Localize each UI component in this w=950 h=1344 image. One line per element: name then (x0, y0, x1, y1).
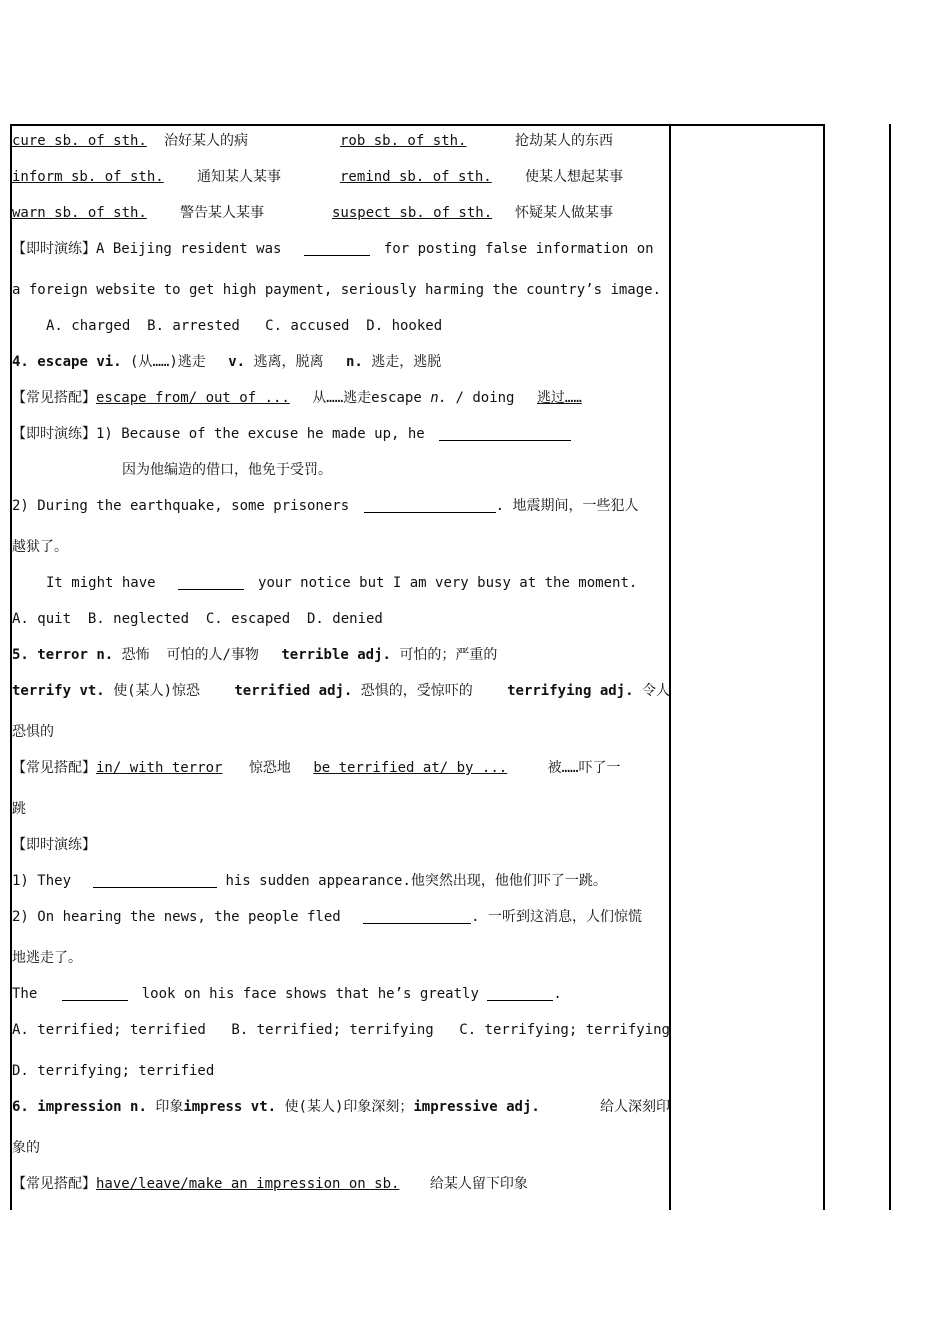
pos: vi. (96, 354, 122, 370)
item-5-q2-cont (12, 945, 670, 971)
item-number: 5. (12, 647, 29, 663)
item-6-heading (12, 1094, 670, 1120)
collocation-zh: 被……吓了一 (547, 760, 621, 776)
headword: terrify (12, 683, 72, 699)
question-text: look on his face shows that he’s greatly (141, 986, 479, 1002)
collocation: escape (371, 390, 422, 406)
phrase-row (12, 200, 670, 226)
question-zh: . 地震期间，一些犯人 (495, 498, 639, 514)
practice-tag: 【即时演练】 (12, 837, 96, 853)
item-5-practice-tag (12, 832, 670, 858)
item-5-collocation (12, 755, 670, 781)
item-5-q1 (12, 868, 670, 894)
practice-tag: 【即时演练】 (12, 241, 96, 257)
pos: n. (345, 354, 363, 370)
collocation-zh: 惊恐地 (248, 760, 291, 776)
practice-question (12, 236, 670, 262)
question-text: a foreign website to get high payment, seriously harming the country’s image. (12, 282, 662, 298)
question-text: your notice but I am very busy at the moment. (258, 575, 638, 591)
phrase-zh: 怀疑某人做某事 (515, 205, 613, 221)
table-top-border (10, 124, 825, 126)
practice-tag: 【即时演练】 (12, 426, 96, 442)
headword: terror (37, 647, 88, 663)
definition: (从……)逃走 (130, 354, 206, 370)
question-zh: 他突然出现，他他们吓了一跳。 (410, 873, 607, 889)
item-5-forms-cont (12, 719, 670, 745)
definition: 给人深刻印 (600, 1099, 670, 1115)
option-a: A. terrified; terrified (12, 1022, 206, 1038)
answer-blank[interactable] (93, 871, 217, 888)
table-right-border (823, 124, 825, 1210)
option-c: C. terrifying; terrifying (459, 1022, 670, 1038)
pos: v. (228, 354, 246, 370)
phrase-zh: 治好某人的病 (164, 133, 248, 149)
answer-blank[interactable] (364, 496, 496, 513)
collocation-tag: 【常见搭配】 (12, 760, 96, 776)
phrase-en: cure sb. of sth. (12, 133, 147, 149)
outer-right-border (889, 124, 891, 1210)
question-text: for posting false information on (383, 241, 654, 257)
phrase-zh: 警告某人某事 (180, 205, 264, 221)
practice-question-cont (12, 277, 670, 303)
collocation: in/ with terror (96, 760, 223, 776)
item-5-q3 (12, 981, 670, 1007)
item-4-q3 (12, 570, 670, 596)
option-b: B. terrified; terrifying (231, 1022, 434, 1038)
collocation-zh: 跳 (12, 801, 26, 817)
pos: vt. (79, 683, 105, 699)
options-text: A. charged B. arrested C. accused D. hooked (46, 318, 443, 334)
headword: impress (183, 1099, 243, 1115)
pos: vt. (250, 1099, 277, 1115)
phrase-zh: 通知某人某事 (197, 169, 281, 185)
item-4-heading (12, 349, 670, 375)
definition: 逃走，逃脱 (371, 354, 442, 370)
phrase-en: inform sb. of sth. (12, 169, 164, 185)
item-6-collocation (12, 1171, 670, 1197)
item-4-collocation (12, 385, 670, 411)
pos: adj. (506, 1099, 540, 1115)
definition: 可怕的；严重的 (399, 647, 498, 663)
pos: adj. (357, 647, 391, 663)
collocation: have/leave/make an impression on sb. (96, 1176, 400, 1192)
definition: 印象 (155, 1099, 184, 1115)
headword: terrible (281, 647, 349, 663)
option-d: D. terrifying; terrified (12, 1063, 215, 1079)
definition: 恐怖 可怕的人/事物 (121, 647, 259, 663)
question-text: 1) They (12, 873, 72, 889)
phrase-row (12, 164, 670, 190)
phrase-en: warn sb. of sth. (12, 205, 147, 221)
definition: 使(某人)惊恐 (113, 683, 201, 699)
collocation: be terrified at/ by ... (313, 760, 508, 776)
item-5-q3-options-cont (12, 1058, 670, 1084)
definition: 象的 (12, 1140, 40, 1156)
definition: 逃离，脱离 (253, 354, 324, 370)
item-4-q2 (12, 493, 670, 519)
collocation: escape from/ out of ... (96, 390, 290, 406)
question-zh: . 一听到这消息，人们惊慌 (471, 909, 643, 925)
item-4-q1-zh (12, 457, 670, 483)
collocation-zh: 逃过…… (536, 390, 582, 406)
item-5-q2 (12, 904, 670, 930)
headword: terrifying (507, 683, 592, 699)
question-text: his sudden appearance. (225, 873, 411, 889)
pos: n. (96, 647, 114, 663)
headword: impressive (413, 1099, 498, 1115)
definition: 使(某人)印象深刻； (284, 1099, 414, 1115)
answer-blank[interactable] (439, 424, 571, 441)
question-zh: 地逃走了。 (12, 950, 82, 966)
headword: terrified (234, 683, 311, 699)
definition: 令人 (641, 683, 670, 699)
answer-blank[interactable] (487, 984, 553, 1001)
answer-blank[interactable] (62, 984, 128, 1001)
phrase-en: rob sb. of sth. (340, 133, 467, 149)
item-4-q3-options (12, 606, 670, 632)
phrase-row (12, 128, 670, 154)
definition: 恐惧的，受惊吓的 (360, 683, 473, 699)
item-5-q3-options (12, 1017, 670, 1043)
item-number: 4. (12, 354, 29, 370)
item-5-heading (12, 642, 670, 668)
pos: adj. (318, 683, 353, 699)
question-text: 2) On hearing the news, the people fled (12, 909, 341, 925)
item-5-forms (12, 678, 670, 704)
item-6-heading-cont (12, 1135, 670, 1161)
question-text: 2) During the earthquake, some prisoners (12, 498, 350, 514)
collocation-tag: 【常见搭配】 (12, 1176, 96, 1192)
definition: 恐惧的 (12, 724, 54, 740)
collocation-zh: 给某人留下印象 (429, 1176, 528, 1192)
item-5-collocation-cont (12, 796, 670, 822)
pos: n. (130, 1099, 147, 1115)
answer-blank[interactable] (178, 573, 244, 590)
phrase-en: remind sb. of sth. (340, 169, 492, 185)
options-text: A. quit B. neglected C. escaped D. denied (12, 611, 383, 627)
headword: escape (37, 354, 88, 370)
phrase-zh: 抢劫某人的东西 (515, 133, 613, 149)
answer-blank[interactable] (363, 907, 471, 924)
pos: adj. (599, 683, 634, 699)
practice-options (12, 313, 670, 339)
question-text: 1) Because of the excuse he made up, he (96, 426, 425, 442)
phrase-zh: 使某人想起某事 (525, 169, 623, 185)
headword: impression (37, 1099, 122, 1115)
answer-blank[interactable] (304, 239, 370, 256)
question-text: It might have (46, 575, 156, 591)
item-4-q2-cont (12, 534, 670, 560)
question-text: . (553, 986, 562, 1002)
collocation: / doing (455, 390, 515, 406)
question-zh: 因为他编造的借口，他免于受罚。 (122, 462, 332, 478)
phrase-en: suspect sb. of sth. (332, 205, 493, 221)
collocation-zh: 从……逃走 (312, 390, 372, 406)
item-4-q1 (12, 421, 670, 447)
collocation-tag: 【常见搭配】 (12, 390, 96, 406)
question-text: A Beijing resident was (96, 241, 282, 257)
question-zh: 越狱了。 (12, 539, 68, 555)
collocation: n. (430, 390, 448, 406)
question-text: The (12, 986, 38, 1002)
item-number: 6. (12, 1099, 29, 1115)
